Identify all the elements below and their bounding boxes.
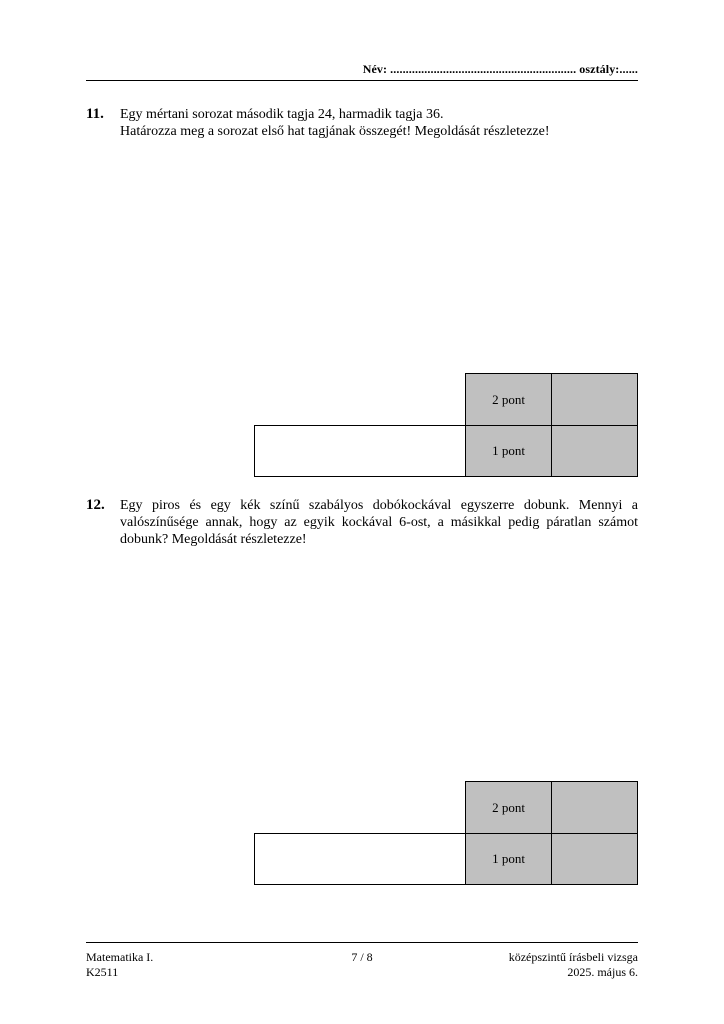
score-label-max: 2 pont: [465, 781, 552, 834]
page-number: 7 / 8: [351, 950, 373, 964]
question-12: [86, 497, 638, 548]
score-box: [551, 373, 638, 426]
score-box: [551, 425, 638, 477]
score-table-12: [254, 781, 638, 885]
score-label-max: 1 pont: [465, 833, 552, 885]
score-table-11: [254, 373, 638, 477]
question-text-line: Egy mértani sorozat második tagja 24, harmadik tagja 36.: [120, 107, 444, 122]
question-text-line: Határozza meg a sorozat első hat tagjának összegét! Megoldását részletezze!: [120, 124, 550, 139]
question-11: [86, 106, 638, 140]
score-blank-cell: [254, 425, 466, 477]
score-box: [551, 833, 638, 885]
footer-code: K2511: [86, 965, 119, 979]
question-text: Egy piros és egy kék színű szabályos dobókockával egyszerre dobunk. Mennyi a valószínűsége annak, hogy az egyik kockával 6-ost, a másikkal pedig páratlan számot dobunk? Megoldását részletezze!: [120, 498, 638, 547]
score-blank-cell: [254, 833, 466, 885]
footer-date: 2025. május 6.: [567, 965, 638, 979]
student-name-class-line: Név: ............................................................ osztály:......: [362, 62, 638, 76]
footer-subject: Matematika I.: [86, 950, 154, 964]
footer-rule: [86, 942, 638, 943]
score-label-max: 1 pont: [465, 425, 552, 477]
footer-exam-type: középszintű írásbeli vizsga: [508, 950, 638, 964]
question-number: 12.: [86, 497, 105, 513]
header-rule: [86, 80, 638, 81]
score-box: [551, 781, 638, 834]
question-number: 11.: [86, 106, 104, 122]
score-label-max: 2 pont: [465, 373, 552, 426]
